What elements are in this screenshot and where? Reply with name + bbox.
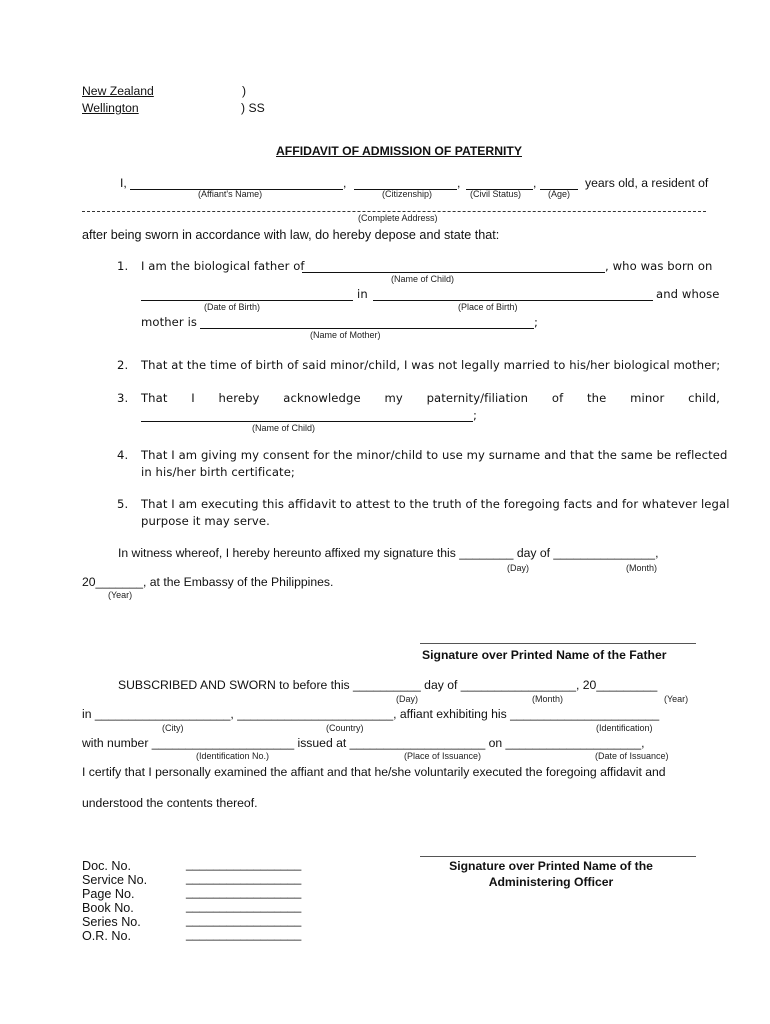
officer-signature-label-2: Administering Officer (488, 875, 614, 889)
series-no-blank[interactable]: _________________ (186, 913, 302, 927)
depose-text: after being sworn in accordance with law, do hereby depose and state that: (82, 228, 500, 242)
item1-child-caption: (Name of Child) (391, 274, 455, 284)
city-text: Wellington (82, 101, 139, 115)
item3-word: my (384, 391, 403, 405)
date-of-birth-line[interactable] (141, 300, 353, 301)
series-no-label: Series No. (82, 915, 141, 929)
witness-month-caption: (Month) (626, 563, 658, 573)
citizenship-caption: (Citizenship) (382, 189, 433, 199)
item1-born-on: , who was born on (605, 259, 713, 273)
item5-line1: That I am executing this affidavit to attest to the truth of the foregoing facts and for whatever legal (141, 497, 730, 511)
mother-name-line[interactable] (200, 328, 534, 329)
service-no-label: Service No. (82, 873, 148, 887)
witness-year-line: 20_______, at the Embassy of the Philippines. (82, 575, 334, 589)
book-no-label: Book No. (82, 901, 134, 915)
years-old-text: years old, a resident of (585, 176, 709, 190)
intro-comma-3: , (533, 176, 537, 190)
item1-number: 1. (117, 259, 129, 273)
civil-status-caption: (Civil Status) (470, 189, 522, 199)
venue-city (82, 101, 234, 115)
place-of-birth-caption: (Place of Birth) (458, 302, 518, 312)
item3-child-name-line[interactable] (141, 421, 473, 422)
item5-line2: purpose it may serve. (141, 514, 270, 528)
sworn-line1: SUBSCRIBED AND SWORN to before this __________ day of _________________, 20_________ (118, 678, 658, 692)
father-signature-label: Signature over Printed Name of the Father (422, 648, 667, 662)
item1-mother-is: mother is (141, 315, 198, 329)
affiant-name-caption: (Affiant's Name) (198, 189, 263, 199)
father-signature-line[interactable] (420, 643, 696, 644)
sworn-day-caption: (Day) (396, 694, 418, 704)
witness-day-caption: (Day) (507, 563, 529, 573)
item3-semicolon: ; (473, 408, 478, 422)
item1-semicolon: ; (534, 315, 539, 329)
sworn-month-caption: (Month) (532, 694, 564, 704)
item3-word: I (191, 391, 195, 405)
item4-line2: in his/her birth certificate; (141, 465, 295, 479)
doc-no-label: Doc. No. (82, 859, 131, 873)
sworn-identification-caption: (Identification) (596, 723, 653, 733)
age-caption: (Age) (548, 189, 571, 199)
service-no-blank[interactable]: _________________ (186, 871, 302, 885)
sworn-city-caption: (City) (162, 723, 184, 733)
sworn-country-caption: (Country) (326, 723, 364, 733)
item3-child-caption: (Name of Child) (252, 423, 316, 433)
doc-no-blank[interactable]: _________________ (186, 857, 302, 871)
certify-text: I certify that I personally examined the affiant and that he/she voluntarily executed the foregoing affidavit and (82, 765, 666, 779)
item2-text: That at the time of birth of said minor/child, I was not legally married to his/her biological mother; (141, 358, 721, 372)
item1-and-whose: and whose (656, 287, 720, 301)
date-of-birth-caption: (Date of Birth) (204, 302, 261, 312)
item3-word: acknowledge (283, 391, 361, 405)
item1-lead: I am the biological father of (141, 259, 305, 273)
item3-word: minor (630, 391, 665, 405)
item3-word: child, (688, 391, 720, 405)
sworn-line2: in ____________________, _______________________, affiant exhibiting his ______________________ (82, 707, 660, 721)
complete-address-caption: (Complete Address) (358, 213, 438, 223)
venue-country (82, 84, 232, 98)
item2-number: 2. (117, 358, 129, 372)
page-no-blank[interactable]: _________________ (186, 885, 302, 899)
country-text: New Zealand (82, 84, 154, 98)
item3-word: the (587, 391, 607, 405)
sworn-date-caption: (Date of Issuance) (595, 751, 669, 761)
sworn-place-caption: (Place of Issuance) (404, 751, 482, 761)
notary-blanks (186, 857, 301, 941)
item3-word: of (551, 391, 564, 405)
item3-word: hereby (218, 391, 260, 405)
item5-number: 5. (117, 497, 129, 511)
notary-labels (82, 859, 147, 943)
intro-i: I, (120, 176, 127, 190)
witness-text: In witness whereof, I hereby hereunto affixed my signature this ________ day of _______________, (118, 546, 659, 560)
witness-year-caption: (Year) (108, 590, 133, 600)
sworn-line3: with number _____________________ issued at ____________________ on ____________________, (82, 736, 645, 750)
or-no-blank[interactable]: _________________ (186, 927, 302, 941)
book-no-blank[interactable]: _________________ (186, 899, 302, 913)
sworn-id-no-caption: (Identification No.) (196, 751, 270, 761)
complete-address-line[interactable] (82, 211, 706, 212)
understood-text: understood the contents thereof. (82, 796, 258, 810)
sworn-year-caption: (Year) (664, 694, 689, 704)
intro-comma-1: , (343, 176, 347, 190)
item3-word: paternity/filiation (426, 391, 529, 405)
document-title: AFFIDAVIT OF ADMISSION OF PATERNITY (276, 144, 522, 158)
item4-line1: That I am giving my consent for the minor/child to use my surname and that the same be reflected (141, 448, 728, 462)
officer-signature-label-1: Signature over Printed Name of the (449, 859, 653, 873)
item3-number: 3. (117, 391, 129, 405)
mother-name-caption: (Name of Mother) (310, 330, 381, 340)
intro-comma-2: , (457, 176, 461, 190)
officer-signature-line[interactable] (420, 856, 696, 857)
venue-ss: ) SS (241, 101, 265, 115)
item1-in: in (357, 287, 368, 301)
or-no-label: O.R. No. (82, 929, 131, 943)
item3-word: That (141, 391, 168, 405)
item4-number: 4. (117, 448, 129, 462)
page-no-label: Page No. (82, 887, 135, 901)
place-of-birth-line[interactable] (373, 300, 653, 301)
child-name-line[interactable] (302, 272, 605, 273)
item3-words (141, 391, 720, 405)
venue-paren: ) (242, 84, 247, 98)
